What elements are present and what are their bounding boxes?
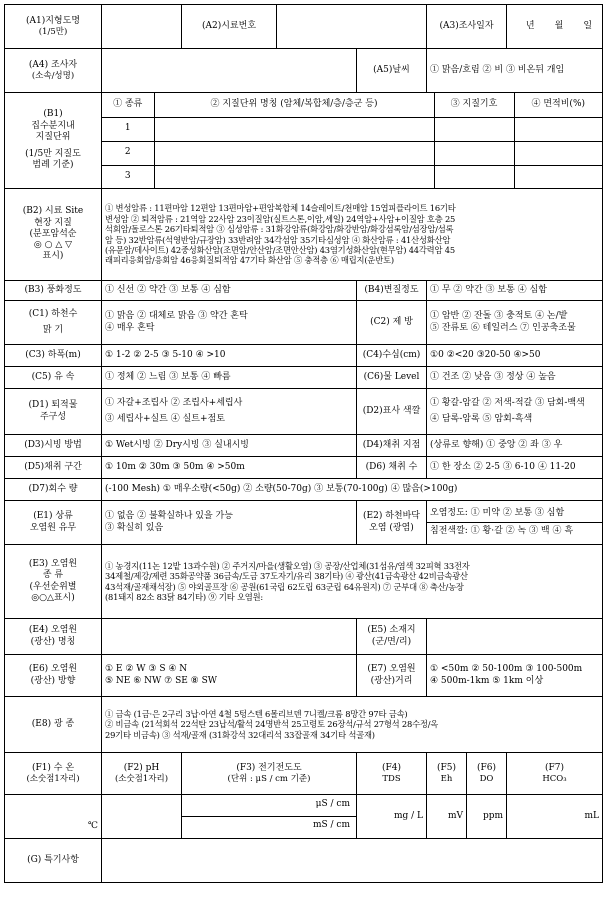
c4-options[interactable]: ①0 ②<20 ③20-50 ④>50	[427, 345, 603, 367]
b2-line: 암 등) 32반암류(석영반암/규장암) 33반려암 34각섬암 35기타심성암 ④ 화산암류 : 41산성화산암	[105, 234, 451, 245]
e1-line: ① 없음 ② 불확실하나 있을 가능	[105, 511, 233, 522]
f1-input[interactable]	[5, 795, 102, 839]
a5-label: (A5)날씨	[357, 49, 427, 93]
e2-options[interactable]	[427, 501, 603, 545]
a3-year: 년	[525, 20, 535, 31]
b2-label-line: 현장 지질	[34, 217, 72, 228]
e7-options[interactable]	[427, 655, 603, 697]
d4-options[interactable]: (상류로 향해) ① 중앙 ② 좌 ③ 우	[427, 435, 603, 457]
f7-unit: mL	[584, 810, 600, 821]
a1-label-cell	[5, 5, 102, 49]
e1-label-cell	[5, 501, 102, 545]
c4-label: (C4)수심(cm)	[357, 345, 427, 367]
f4-input[interactable]	[357, 795, 427, 839]
f7-label: (F7)	[545, 762, 564, 773]
b1-header: ② 지질단위 명칭 (암체/복합체/층/층군 등)	[154, 93, 434, 117]
a4-label: (A4) 조사자	[28, 59, 78, 70]
b2-label-line: 표시)	[42, 251, 64, 262]
e2-color: 침전색깔: ① 황·갈 ② 녹 ③ 백 ④ 흑	[430, 526, 574, 536]
a1-sub: (1/5만)	[38, 26, 68, 37]
e6-label-cell	[5, 655, 102, 697]
e8-line: 29기타 비금속) ③ 석재/골재 (31화강석 32대리석 33잡골재 34기타 석골재)	[105, 729, 375, 740]
f3-sub: (단위 : μS / cm 기준)	[227, 773, 311, 784]
f4-unit: mg / L	[393, 810, 423, 821]
b1-row-name-input[interactable]	[154, 141, 434, 165]
f3-label: (F3) 전기전도도	[236, 762, 302, 773]
c1-label-cell	[5, 301, 102, 345]
c1-label-line: 맑 기	[42, 324, 64, 335]
a2-input[interactable]	[277, 5, 427, 49]
e7-label-line: (E7) 오염원	[367, 664, 416, 675]
f5-label: (F5)	[437, 762, 456, 773]
d7-label: (D7)회수 량	[5, 479, 102, 501]
e8-label: (E8) 광 종	[5, 697, 102, 753]
e4-label-line: (광산) 명칭	[30, 636, 76, 647]
a2-label: (A2)시료번호	[182, 5, 277, 49]
e4-label-cell	[5, 619, 102, 655]
c3-label: (C3) 하폭(m)	[5, 345, 102, 367]
e2-level: 오염정도: ① 미약 ② 보통 ③ 심함	[427, 505, 602, 523]
b1-label-line: 집수분지내	[31, 120, 75, 131]
f1-label: (F1) 수 온	[31, 762, 75, 773]
e3-label-line: 종 류	[42, 570, 64, 581]
e5-label-cell	[357, 619, 427, 655]
f5-sub: Eh	[440, 773, 453, 784]
e7-label-line: (광산)거리	[370, 675, 413, 686]
f6-input[interactable]	[467, 795, 507, 839]
f1-unit: ℃	[87, 820, 98, 831]
f6-unit: ppm	[482, 810, 503, 821]
e7-line: ① <50m ② 50-100m ③ 100-500m	[430, 664, 583, 675]
f4-label: (F4)	[382, 762, 401, 773]
d2-line: ① 황갈-암갈 ② 저색-적갈 ③ 담회-백색	[430, 398, 585, 409]
f3-unit-ms: mS / cm	[312, 820, 350, 830]
e1-line: ③ 확실히 있음	[105, 522, 164, 533]
c1-line: ① 맑음 ② 대체로 맑음 ③ 약간 혼탁	[105, 311, 248, 322]
d5-options[interactable]: ① 10m ② 30m ③ 50m ④ >50m	[102, 457, 357, 479]
a1-label: (A1)지형도명	[25, 15, 81, 26]
g-notes-input[interactable]	[102, 839, 603, 883]
e3-line: 34제철/제강/제련 35화공약품 36금속/도금 37도자기/유리 38기타) ④ 광산(41금속광산 42비금속광산	[105, 571, 468, 582]
survey-form	[4, 4, 603, 883]
e3-line: 43석재/골재채석장) ⑤ 야외골프장 ⑥ 공원(61국립 62도립 63군립 64유원지) ⑦ 군부대 ⑧ 축산/농장	[105, 581, 464, 592]
b1-row-number: 2	[102, 141, 154, 165]
f7-header	[507, 753, 603, 795]
a5-options[interactable]: ① 맑음/흐림 ② 비 ③ 비온뒤 개임	[427, 49, 603, 93]
f7-sub: HCO₃	[542, 773, 567, 784]
e8-options[interactable]	[102, 697, 603, 753]
b1-row-ratio-input[interactable]	[514, 165, 602, 188]
d1-options[interactable]	[102, 389, 357, 435]
a1-input[interactable]	[102, 5, 182, 49]
b1-row-symbol-input[interactable]	[434, 165, 514, 188]
b1-row-ratio-input[interactable]	[514, 117, 602, 141]
b1-grid-cell	[102, 93, 603, 189]
e8-line: ① 금속 (1금·은 2구리 3납·아연 4철 5텅스텐 6몰리브덴 7니켈/크롬 8망간 97타 금속)	[105, 708, 408, 719]
d4-label: (D4)채취 지점	[357, 435, 427, 457]
b1-row-ratio-input[interactable]	[514, 141, 602, 165]
b1-row-name-input[interactable]	[154, 165, 434, 188]
b2-line: 석회암/돌로스톤 26기타퇴적암 ③ 심성암류 : 31화강암류(화강암/화강반암/화강섬록암/섬장암/섬록	[105, 224, 454, 235]
e3-options[interactable]	[102, 545, 603, 619]
f3-unit-us: μS / cm	[182, 796, 356, 817]
b3-label: (B3) 풍화정도	[5, 281, 102, 301]
e4-label-line: (E4) 오염원	[28, 625, 78, 636]
d2-options[interactable]	[427, 389, 603, 435]
e3-line: (81돼지 82소 83닭 84기타) ⑨ 기타 오염원:	[105, 591, 263, 602]
c2-options[interactable]	[427, 301, 603, 345]
f6-sub: DO	[479, 773, 494, 784]
a3-day: 일	[583, 20, 593, 31]
b2-line: 래피리응회암/응회암 46응회질퇴적암 47기타 화산암 ⑤ 충적층 ⑥ 매립지(운반토)	[105, 255, 394, 266]
f3-input[interactable]	[182, 795, 357, 839]
c2-label: (C2) 제 방	[357, 301, 427, 345]
f2-input[interactable]	[102, 795, 182, 839]
e3-label-line: (E3) 오염원	[28, 559, 78, 569]
b1-row-number: 3	[102, 165, 154, 188]
b1-header: ④ 면적비(%)	[514, 93, 602, 117]
f5-header	[427, 753, 467, 795]
b1-grid	[102, 93, 602, 188]
g-label: (G) 특기사항	[5, 839, 102, 883]
b4-options[interactable]: ① 무 ② 약간 ③ 보통 ④ 심함	[427, 281, 603, 301]
b1-header: ③ 지질기호	[434, 93, 514, 117]
c2-line: ⑤ 잔류토 ⑥ 테일러스 ⑦ 인공축조물	[430, 322, 576, 333]
a3-date-input[interactable]	[507, 5, 603, 49]
d5-label: (D5)채취 구간	[5, 457, 102, 479]
b1-label-line: 범례 기준)	[32, 160, 74, 171]
f2-label: (F2) pH	[123, 762, 160, 773]
f2-sub: (소숫점1자리)	[114, 773, 169, 784]
e1-options[interactable]	[102, 501, 357, 545]
e7-line: ④ 500m-1km ⑤ 1km 이상	[430, 675, 544, 686]
b2-label-line: (분포암석순	[29, 228, 77, 239]
d3-label: (D3)시빙 방법	[5, 435, 102, 457]
f6-label: (F6)	[477, 762, 496, 773]
f3-header	[182, 753, 357, 795]
c1-options[interactable]	[102, 301, 357, 345]
f1-sub: (소숫점1자리)	[26, 773, 80, 784]
e6-line: ⑤ NE ⑥ NW ⑦ SE ⑧ SW	[105, 675, 218, 686]
c5-options[interactable]: ① 정체 ② 느림 ③ 보통 ④ 빠름	[102, 367, 357, 389]
e3-label-line: ◎○△표시)	[31, 592, 75, 603]
b4-label: (B4)변질정도	[357, 281, 427, 301]
d1-label-cell	[5, 389, 102, 435]
e5-label-line: (군/면/리)	[371, 636, 412, 647]
b1-row-symbol-input[interactable]	[434, 117, 514, 141]
a3-label: (A3)조사일자	[427, 5, 507, 49]
a3-month: 월	[554, 20, 564, 31]
d1-label-line: (D1) 퇴적물	[28, 400, 78, 411]
d1-line: ① 자갈+조립사 ② 조립사+세립사	[105, 398, 243, 409]
c1-line: ④ 매우 혼탁	[105, 322, 155, 333]
b2-options[interactable]	[102, 189, 603, 281]
c1-label-line: (C1) 하천수	[28, 309, 78, 320]
b1-label-line: (B1)	[43, 109, 63, 120]
d1-label-line: 주구성	[39, 411, 67, 422]
d3-options[interactable]: ① Wet시빙 ② Dry시빙 ③ 실내시빙	[102, 435, 357, 457]
e4-input[interactable]	[102, 619, 357, 655]
c5-label: (C5) 유 속	[5, 367, 102, 389]
b1-row-symbol-input[interactable]	[434, 141, 514, 165]
e2-label-line: (E2) 하천바닥	[363, 511, 420, 522]
a4-sub: (소속/성명)	[31, 70, 75, 81]
b1-label-line: 지질단위	[35, 131, 71, 142]
b2-line: ① 변성암류 : 11편마암 12편암 13편마암+편암복합체 14슬레이트/천매암 15엽피플라이트 16기타	[105, 203, 456, 214]
e6-line: ① E ② W ③ S ④ N	[105, 664, 188, 675]
b1-header: ① 종류	[102, 93, 154, 117]
e6-options[interactable]	[102, 655, 357, 697]
e2-label-cell	[357, 501, 427, 545]
e3-line: ① 농경지(11논 12밭 13과수원) ② 주거지/마을(생활오염) ③ 공장/산업체(31섬유/염색 32피혁 33전자	[105, 560, 470, 571]
f4-header	[357, 753, 427, 795]
b2-label-line: (B2) 시료 Site	[22, 206, 84, 217]
f1-header	[5, 753, 102, 795]
f6-header	[467, 753, 507, 795]
a4-input[interactable]	[102, 49, 357, 93]
e1-label-line: (E1) 상류	[33, 511, 73, 522]
b2-label-line: ◎ ○ △ ▽	[33, 240, 73, 251]
c3-options[interactable]: ① 1-2 ② 2-5 ③ 5-10 ④ >10	[102, 345, 357, 367]
b2-line: 변성암 ② 퇴적암류 : 21역암 22사암 23이질암(실트스톤,이암,셰일) 24역암+사암+이질암 호층 25	[105, 213, 456, 224]
d1-line: ③ 세립사+실트 ④ 실트+점토	[105, 413, 225, 424]
b3-options[interactable]: ① 신선 ② 약간 ③ 보통 ④ 심함	[102, 281, 357, 301]
e5-label-line: (E5) 소재지	[367, 625, 416, 636]
e6-label-line: (E6) 오염원	[28, 664, 78, 675]
e1-label-line: 오염원 유무	[29, 522, 77, 533]
f4-sub: TDS	[382, 773, 401, 784]
e3-label-cell	[5, 545, 102, 619]
e5-input[interactable]	[427, 619, 603, 655]
f2-header	[102, 753, 182, 795]
d2-line: ④ 담록-암록 ⑤ 암회-흑색	[430, 413, 533, 424]
e3-label-line: (우선순위별	[29, 581, 77, 592]
b1-label-line: (1/5만 지질도	[25, 149, 81, 160]
b2-label-cell	[5, 189, 102, 281]
b1-row-number: 1	[102, 117, 154, 141]
f7-input[interactable]	[507, 795, 603, 839]
e6-label-line: (광산) 방향	[30, 675, 76, 686]
b1-row-name-input[interactable]	[154, 117, 434, 141]
d2-label: (D2)표사 색깔	[357, 389, 427, 435]
c6-label: (C6)물 Level	[357, 367, 427, 389]
e7-label-cell	[357, 655, 427, 697]
e8-line: ② 비금속 (21석회석 22석탄 23납석/활석 24명반석 25고령토 26장석/규석 27형석 28수정/옥	[105, 719, 439, 730]
f5-input[interactable]	[427, 795, 467, 839]
c6-options[interactable]: ① 건조 ② 낮음 ③ 정상 ④ 높음	[427, 367, 603, 389]
d6-label: (D6) 채취 수	[357, 457, 427, 479]
c2-line: ① 암반 ② 잔돌 ③ 충적토 ④ 논/밭	[430, 311, 568, 322]
b2-line: (유문암/데사이트) 42중성화산암(조면암/안산암/조면안산암) 43염기성화산암(현무암) 44각력암 45	[105, 244, 455, 255]
b1-label-cell	[5, 93, 102, 189]
e2-label-line: 오염 (광염)	[369, 522, 414, 533]
f5-unit: mV	[447, 810, 463, 821]
d6-options[interactable]: ① 한 장소 ② 2-5 ③ 6-10 ④ 11-20	[427, 457, 603, 479]
a4-label-cell	[5, 49, 102, 93]
d7-options[interactable]: (-100 Mesh) ① 매우소량(<50g) ② 소량(50-70g) ③ 보통(70-100g) ④ 많음(>100g)	[102, 479, 603, 501]
